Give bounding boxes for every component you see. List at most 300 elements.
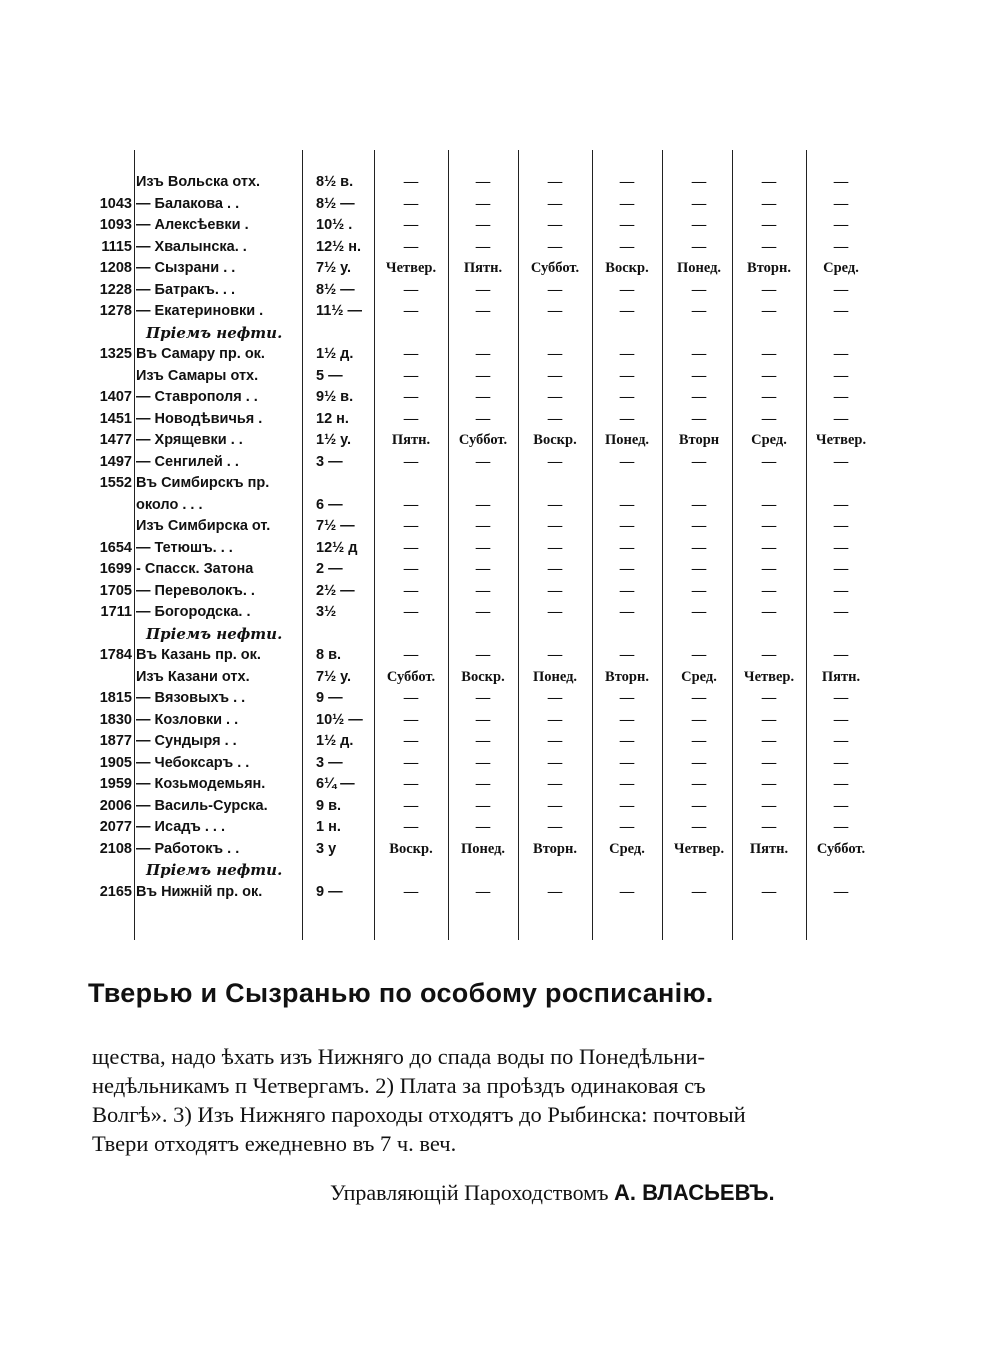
station-cell: — Козловки . . — [136, 711, 239, 728]
weekday-cell: — — [761, 733, 777, 749]
weekday-cell: Понед. — [460, 840, 506, 857]
weekday-cell: — — [691, 733, 707, 749]
weekday-cell: — — [547, 690, 563, 706]
weekday-cell: — — [475, 346, 491, 362]
table-row — [80, 194, 900, 216]
paragraph-line: щества, надо ѣхать изъ Нижняго до спада воды по Понедѣльни- — [92, 1044, 706, 1069]
weekday-cell: — — [619, 690, 635, 706]
weekday-cell: — — [833, 389, 849, 405]
weekday-cell: — — [403, 733, 419, 749]
station-cell: Въ Казань пр. ок. — [136, 647, 261, 663]
weekday-cell: — — [619, 539, 635, 556]
weekday-cell: Пятн. — [391, 432, 431, 448]
weekday-cell: — — [833, 883, 849, 900]
weekday-cell: — — [619, 346, 635, 362]
weekday-cell: — — [475, 711, 491, 728]
time-cell: 7½ — — [316, 518, 355, 534]
weekday-cell: — — [691, 539, 707, 556]
weekday-cell: — — [547, 819, 563, 835]
weekday-cell: — — [547, 238, 563, 255]
table-row — [80, 817, 900, 839]
weekday-cell: — — [761, 647, 777, 663]
weekday-cell: — — [403, 647, 419, 663]
weekday-cell: — — [475, 238, 491, 255]
weekday-cell: — — [761, 496, 777, 513]
time-cell: 3 — — [316, 754, 343, 771]
weekday-cell: — — [547, 883, 563, 900]
station-cell: — Балакова . . — [136, 195, 240, 212]
weekday-cell: — — [833, 797, 849, 814]
weekday-cell: — — [833, 174, 849, 190]
km-cell: 1228 — [99, 281, 132, 298]
weekday-cell: — — [691, 496, 707, 513]
km-cell: 1877 — [99, 733, 132, 749]
table-row — [80, 860, 900, 882]
weekday-cell: — — [475, 561, 491, 577]
weekday-cell: — — [475, 776, 491, 792]
station-cell: около . . . — [136, 496, 203, 513]
table-row — [80, 602, 900, 624]
time-cell: 10½ — — [316, 711, 363, 728]
km-cell: 1654 — [99, 539, 132, 556]
weekday-cell: Пятн. — [821, 668, 861, 685]
weekday-cell: Пятн. — [463, 260, 503, 276]
time-cell: 1 н. — [316, 819, 341, 835]
weekday-cell: — — [691, 346, 707, 362]
km-cell: 1325 — [99, 346, 132, 362]
station-cell: Изъ Самары отх. — [136, 367, 259, 384]
weekday-cell: — — [761, 883, 777, 900]
weekday-cell: — — [761, 819, 777, 835]
station-cell: — Сызрани . . — [136, 260, 236, 276]
table-row — [80, 323, 900, 345]
km-cell: 2077 — [99, 819, 132, 835]
weekday-cell: — — [833, 754, 849, 771]
weekday-cell: — — [833, 604, 849, 620]
weekday-cell: — — [619, 518, 635, 534]
weekday-cell: — — [833, 733, 849, 749]
table-row — [80, 387, 900, 409]
km-cell: 1208 — [99, 260, 132, 276]
km-cell: 1830 — [99, 711, 132, 728]
weekday-cell: — — [547, 303, 563, 319]
table-row — [80, 452, 900, 474]
weekday-cell: Четвер. — [673, 840, 725, 857]
weekday-cell: — — [403, 238, 419, 255]
signature-title: Управляющій Пароходствомъ — [330, 1180, 609, 1205]
weekday-cell: — — [403, 776, 419, 792]
weekday-cell: — — [691, 797, 707, 814]
weekday-cell: — — [619, 238, 635, 255]
table-row — [80, 495, 900, 517]
weekday-cell: Четвер. — [815, 432, 867, 448]
weekday-cell: — — [691, 410, 707, 427]
weekday-cell: — — [833, 238, 849, 255]
weekday-cell: — — [547, 518, 563, 534]
weekday-cell: — — [403, 217, 419, 233]
weekday-cell: — — [619, 410, 635, 427]
table-row — [80, 473, 900, 495]
table-row — [80, 516, 900, 538]
station-cell: — Батракъ. . . — [136, 281, 236, 298]
table-row — [80, 280, 900, 302]
weekday-cell: — — [691, 281, 707, 298]
station-cell: — Козьмодемьян. — [136, 776, 266, 792]
weekday-cell: — — [403, 604, 419, 620]
station-cell: — Новодѣвичья . — [136, 410, 263, 427]
time-cell: 10½ . — [316, 217, 353, 233]
weekday-cell: Понед. — [604, 432, 650, 448]
table-row — [80, 366, 900, 388]
weekday-cell: Вторн. — [605, 668, 649, 685]
station-cell: — Вязовыхъ . . — [136, 690, 246, 706]
weekday-cell: — — [761, 754, 777, 771]
time-cell: 1½ д. — [316, 346, 354, 362]
km-cell: 1407 — [99, 389, 132, 405]
weekday-cell: Вторн. — [533, 840, 577, 857]
weekday-cell: — — [619, 582, 635, 599]
weekday-cell: — — [547, 174, 563, 190]
weekday-cell: — — [761, 582, 777, 599]
station-cell: Въ Симбирскъ пр. — [136, 475, 270, 491]
table-row — [80, 409, 900, 431]
weekday-cell: — — [547, 582, 563, 599]
schedule-heading: Тверью и Сызранью по особому росписанію. — [88, 978, 714, 1008]
station-cell: Въ Самару пр. ок. — [136, 346, 265, 362]
weekday-cell: — — [691, 238, 707, 255]
table-row — [80, 258, 900, 280]
table-row — [80, 839, 900, 861]
weekday-cell: — — [761, 711, 777, 728]
weekday-cell: — — [547, 797, 563, 814]
weekday-cell: — — [475, 690, 491, 706]
weekday-cell: — — [619, 453, 635, 470]
time-cell: 6 — — [316, 496, 343, 513]
weekday-cell: Суббот. — [530, 260, 580, 276]
paragraph-line: Твери отходятъ ежедневно въ 7 ч. веч. — [92, 1131, 457, 1156]
station-cell: Изъ Симбирска от. — [136, 518, 271, 534]
weekday-cell: — — [547, 539, 563, 556]
weekday-cell: — — [761, 690, 777, 706]
km-cell: 2165 — [99, 883, 132, 900]
km-cell: 1699 — [99, 561, 132, 577]
km-cell: 1711 — [100, 604, 132, 620]
weekday-cell: — — [619, 217, 635, 233]
weekday-cell: — — [833, 367, 849, 384]
time-cell: 9 — — [316, 690, 343, 706]
weekday-cell: — — [619, 174, 635, 190]
km-cell: 1115 — [101, 238, 132, 255]
weekday-cell: — — [691, 776, 707, 792]
weekday-cell: — — [403, 346, 419, 362]
table-row — [80, 753, 900, 775]
km-cell: 1905 — [99, 754, 132, 771]
table-row — [80, 215, 900, 237]
station-cell: Изъ Казани отх. — [136, 668, 250, 685]
weekday-cell: — — [691, 367, 707, 384]
weekday-cell: Четвер. — [743, 668, 795, 685]
weekday-cell: — — [691, 883, 707, 900]
weekday-cell: — — [833, 776, 849, 792]
weekday-cell: — — [691, 303, 707, 319]
weekday-cell: Пятн. — [749, 840, 789, 857]
weekday-cell: — — [403, 303, 419, 319]
paragraph-line: недѣльникамъ п Четвергамъ. 2) Плата за проѣздъ одинаковая съ — [92, 1073, 706, 1098]
time-cell: 1½ у. — [316, 432, 352, 448]
station-cell: — Хрящевки . . — [136, 432, 243, 448]
table-row — [80, 430, 900, 452]
weekday-cell: — — [403, 797, 419, 814]
weekday-cell: — — [619, 367, 635, 384]
weekday-cell: — — [691, 647, 707, 663]
km-cell: 1784 — [99, 647, 132, 663]
weekday-cell: — — [475, 733, 491, 749]
weekday-cell: — — [761, 281, 777, 298]
weekday-cell: — — [403, 561, 419, 577]
station-cell: — Василь-Сурска. — [136, 797, 268, 814]
weekday-cell: — — [761, 367, 777, 384]
table-row — [80, 538, 900, 560]
weekday-cell: — — [403, 174, 419, 190]
station-cell: — Ставрополя . . — [136, 389, 258, 405]
weekday-cell: Сред. — [823, 260, 859, 276]
weekday-cell: — — [761, 518, 777, 534]
weekday-cell: — — [475, 217, 491, 233]
weekday-cell: — — [547, 367, 563, 384]
section-note: Пріемъ нефти. — [146, 861, 283, 879]
table-row — [80, 581, 900, 603]
station-cell: — Екатериновки . — [136, 303, 264, 319]
time-cell: 8½ в. — [316, 174, 354, 190]
weekday-cell: — — [547, 346, 563, 362]
weekday-cell: — — [761, 604, 777, 620]
weekday-cell: — — [475, 819, 491, 835]
station-cell: Въ Нижній пр. ок. — [136, 883, 263, 900]
km-cell: 1815 — [99, 690, 132, 706]
weekday-cell: Воскр. — [461, 668, 505, 685]
time-cell: 7½ у. — [316, 260, 352, 276]
section-note: Пріемъ нефти. — [146, 624, 283, 643]
weekday-cell: Суббот. — [816, 840, 866, 857]
weekday-cell: — — [691, 389, 707, 405]
weekday-cell: — — [761, 539, 777, 556]
weekday-cell: — — [475, 453, 491, 470]
km-cell: 1093 — [99, 217, 132, 233]
weekday-cell: — — [619, 195, 635, 212]
weekday-cell: — — [619, 754, 635, 771]
time-cell: 12½ н. — [316, 238, 362, 255]
section-note: Пріемъ нефти. — [146, 323, 283, 342]
weekday-cell: — — [475, 604, 491, 620]
table-row — [80, 667, 900, 689]
weekday-cell: — — [475, 518, 491, 534]
weekday-cell: — — [761, 776, 777, 792]
weekday-cell: — — [547, 281, 563, 298]
station-cell: — Алексѣевки . — [136, 217, 249, 233]
station-cell: — Исадъ . . . — [136, 819, 226, 835]
weekday-cell: — — [475, 410, 491, 427]
weekday-cell: — — [547, 647, 563, 663]
weekday-cell: — — [691, 819, 707, 835]
station-cell: — Работокъ . . — [136, 840, 240, 857]
station-cell: - Спасск. Затона — [136, 561, 254, 577]
weekday-cell: — — [619, 604, 635, 620]
station-cell: — Сенгилей . . — [136, 453, 239, 470]
time-cell: 9 — — [316, 883, 343, 900]
station-cell: — Тетюшъ. . . — [136, 539, 233, 556]
weekday-cell: — — [475, 539, 491, 556]
weekday-cell: — — [691, 561, 707, 577]
weekday-cell: — — [547, 733, 563, 749]
weekday-cell: — — [547, 604, 563, 620]
km-cell: 1552 — [99, 475, 132, 491]
weekday-cell: — — [761, 238, 777, 255]
station-cell: — Сундыря . . — [136, 733, 237, 749]
weekday-cell: — — [619, 303, 635, 319]
weekday-cell: — — [547, 410, 563, 427]
weekday-cell: — — [403, 195, 419, 212]
time-cell: 12½ д — [316, 539, 358, 556]
km-cell: 1705 — [99, 582, 132, 599]
notes-paragraph — [92, 1042, 892, 1158]
paragraph-line: Волгѣ». 3) Изъ Нижняго пароходы отходятъ до Рыбинска: почтовый — [92, 1102, 746, 1127]
table-row — [80, 624, 900, 646]
weekday-cell: — — [403, 389, 419, 405]
weekday-cell: Понед. — [532, 668, 578, 685]
weekday-cell: — — [619, 733, 635, 749]
weekday-cell: — — [475, 389, 491, 405]
weekday-cell: — — [619, 561, 635, 577]
time-cell: 2½ — — [316, 582, 355, 599]
weekday-cell: — — [619, 711, 635, 728]
weekday-cell: — — [475, 883, 491, 900]
time-cell: 12 н. — [316, 410, 349, 427]
weekday-cell: — — [547, 561, 563, 577]
weekday-cell: — — [761, 346, 777, 362]
weekday-cell: Сред. — [681, 668, 717, 685]
weekday-cell: — — [833, 410, 849, 427]
km-cell: 2006 — [99, 797, 132, 814]
weekday-cell: — — [761, 303, 777, 319]
weekday-cell: Суббот. — [386, 668, 436, 685]
time-cell: 11½ — — [316, 303, 362, 319]
weekday-cell: — — [691, 690, 707, 706]
table-row — [80, 645, 900, 667]
km-cell: 1477 — [99, 432, 132, 448]
weekday-cell: — — [403, 367, 419, 384]
weekday-cell: — — [475, 195, 491, 212]
weekday-cell: — — [761, 561, 777, 577]
weekday-cell: — — [619, 819, 635, 835]
weekday-cell: — — [475, 797, 491, 814]
time-cell: 1½ д. — [316, 733, 354, 749]
table-row — [80, 710, 900, 732]
weekday-cell: — — [761, 195, 777, 212]
time-cell: 6¼ — — [316, 776, 355, 792]
weekday-cell: Четвер. — [385, 260, 437, 276]
weekday-cell: — — [475, 496, 491, 513]
weekday-cell: — — [403, 754, 419, 771]
weekday-cell: — — [619, 797, 635, 814]
weekday-cell: Воскр. — [389, 840, 433, 857]
weekday-cell: — — [833, 195, 849, 212]
weekday-cell: — — [833, 346, 849, 362]
table-row — [80, 301, 900, 323]
weekday-cell: — — [833, 518, 849, 534]
time-cell: 9½ в. — [316, 389, 354, 405]
weekday-cell: — — [547, 195, 563, 212]
weekday-cell: — — [691, 453, 707, 470]
signature — [330, 1180, 775, 1206]
time-cell: 9 в. — [316, 797, 342, 814]
weekday-cell: — — [761, 410, 777, 427]
weekday-cell: — — [403, 582, 419, 599]
weekday-cell: — — [475, 367, 491, 384]
weekday-cell: — — [833, 561, 849, 577]
weekday-cell: — — [475, 281, 491, 298]
weekday-cell: — — [833, 217, 849, 233]
station-cell: Изъ Вольска отх. — [136, 174, 261, 190]
time-cell: 3 — — [316, 453, 343, 470]
weekday-cell: — — [547, 217, 563, 233]
weekday-cell: — — [833, 647, 849, 663]
weekday-cell: — — [619, 776, 635, 792]
weekday-cell: — — [475, 303, 491, 319]
weekday-cell: Вторн — [678, 432, 720, 448]
table-row — [80, 796, 900, 818]
weekday-cell: — — [619, 883, 635, 900]
weekday-cell: — — [619, 647, 635, 663]
weekday-cell: Суббот. — [458, 432, 508, 448]
weekday-cell: — — [761, 797, 777, 814]
weekday-cell: — — [833, 690, 849, 706]
timetable-rows — [80, 172, 900, 903]
km-cell: 1497 — [99, 453, 132, 470]
station-cell: — Переволокъ. . — [136, 582, 255, 599]
weekday-cell: — — [619, 496, 635, 513]
weekday-cell: — — [691, 518, 707, 534]
km-cell: 1278 — [99, 303, 132, 319]
weekday-cell: — — [833, 453, 849, 470]
weekday-cell: — — [547, 389, 563, 405]
km-cell: 1451 — [99, 410, 132, 427]
weekday-cell: — — [833, 281, 849, 298]
weekday-cell: — — [475, 174, 491, 190]
table-row — [80, 882, 900, 904]
weekday-cell: — — [691, 217, 707, 233]
weekday-cell: Сред. — [751, 432, 787, 448]
weekday-cell: — — [475, 582, 491, 599]
signature-name: А. ВЛАСЬЕВЪ. — [613, 1180, 775, 1205]
weekday-cell: — — [547, 776, 563, 792]
weekday-cell: — — [691, 582, 707, 599]
station-cell: — Хвалынска. . — [136, 238, 247, 255]
weekday-cell: — — [403, 496, 419, 513]
weekday-cell: — — [403, 819, 419, 835]
time-cell: 2 — — [316, 561, 343, 577]
table-row — [80, 172, 900, 194]
weekday-cell: — — [691, 174, 707, 190]
station-cell: — Богородска. . — [136, 604, 251, 620]
weekday-cell: Понед. — [676, 260, 722, 276]
weekday-cell: — — [403, 410, 419, 427]
weekday-cell: — — [691, 195, 707, 212]
weekday-cell: — — [619, 389, 635, 405]
weekday-cell: — — [691, 711, 707, 728]
weekday-cell: — — [833, 539, 849, 556]
weekday-cell: — — [833, 582, 849, 599]
weekday-cell: — — [833, 496, 849, 513]
